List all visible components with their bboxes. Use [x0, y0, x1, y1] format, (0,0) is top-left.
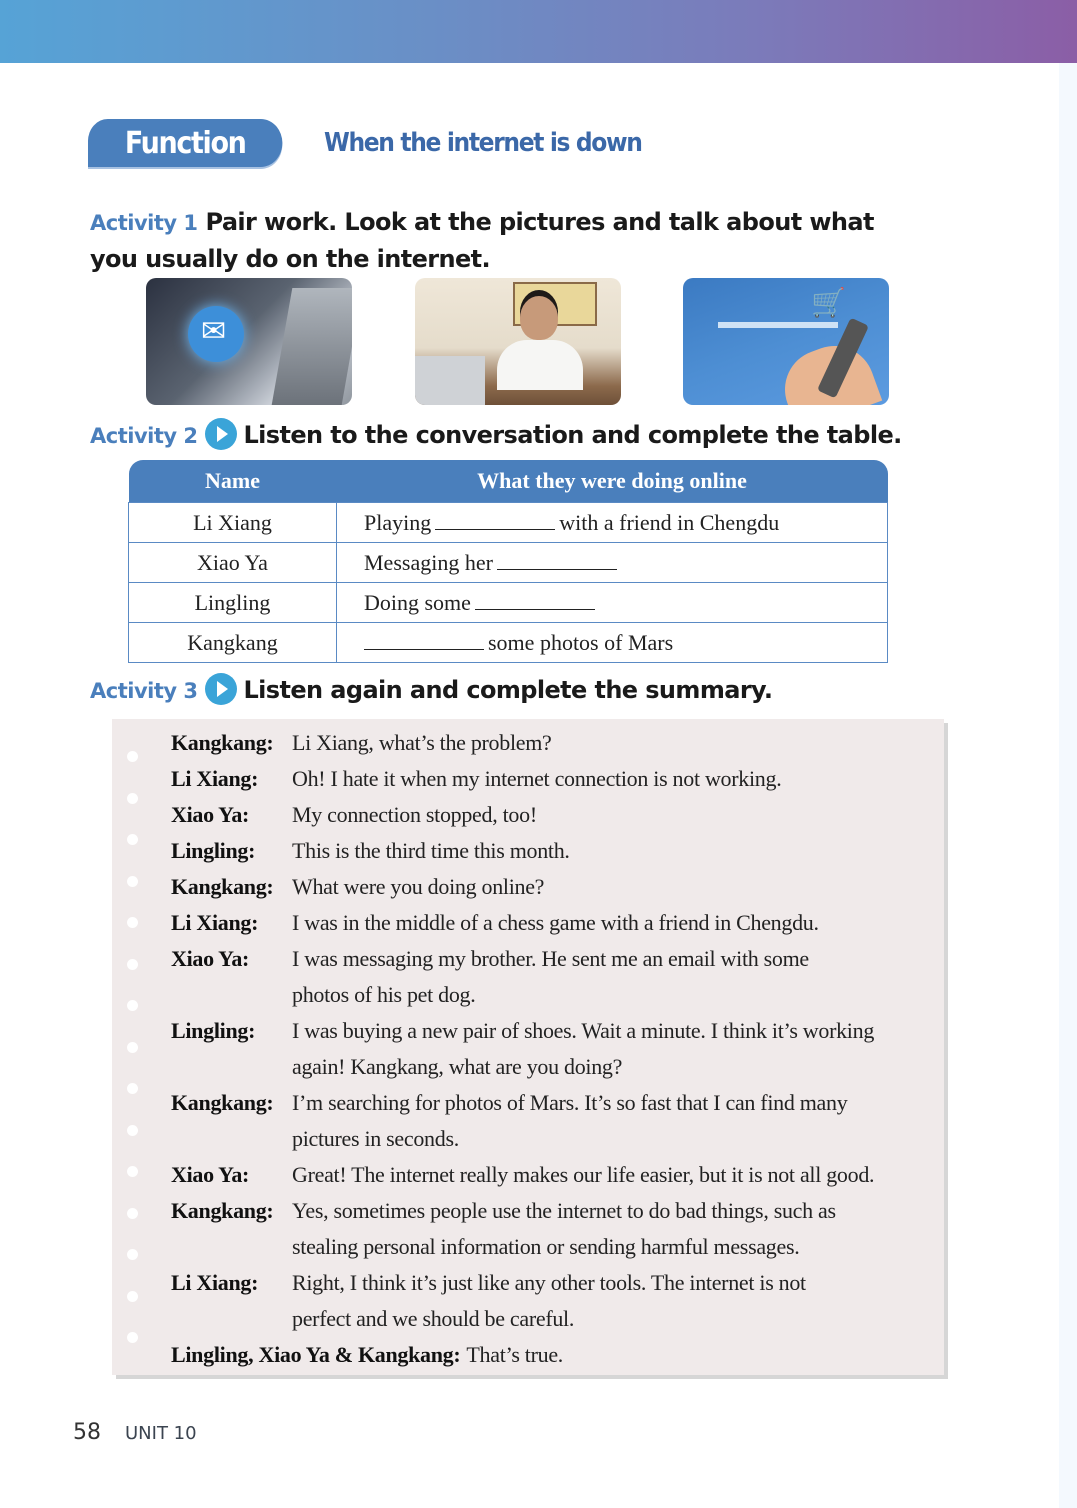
binder-dot: [127, 1208, 138, 1219]
laptop-shape: [415, 356, 485, 405]
dialogue-turn: [171, 1013, 931, 1085]
binder-dot: [127, 876, 138, 887]
speaker-name: [171, 977, 292, 1013]
dialogue-text: I was messaging my brother. He sent me an email with some: [292, 946, 809, 971]
answer-blank[interactable]: [435, 511, 555, 530]
dialogue-text: I was buying a new pair of shoes. Wait a minute. I think it’s working: [292, 1018, 875, 1043]
dialogue-turn: [171, 725, 931, 761]
binder-dot: [127, 834, 138, 845]
dialogue-turn: [171, 1337, 931, 1373]
binder-dot: [127, 1125, 138, 1136]
speaker-name: [171, 1301, 292, 1337]
binder-dot: [127, 1042, 138, 1053]
dialogue-text: Li Xiang, what’s the problem?: [292, 730, 552, 755]
activity-1-instruction: Pair work. Look at the pictures and talk about what you usually do on the internet.: [90, 208, 874, 273]
binder-dot: [127, 1249, 138, 1260]
speaker-name: [171, 1121, 292, 1157]
speaker-name: Kangkang:: [171, 1090, 274, 1115]
dialogue-line: [171, 941, 931, 977]
binder-dot: [127, 751, 138, 762]
activity-2-instruction: Listen to the conversation and complete the table.: [243, 421, 902, 449]
row-name: Kangkang: [129, 623, 337, 663]
speaker-name: [171, 1049, 292, 1085]
section-header: [88, 118, 677, 168]
speaker-name: Xiao Ya:: [171, 1162, 250, 1187]
dialogue-turn: [171, 1157, 931, 1193]
table-header-activity: What they were doing online: [337, 460, 888, 503]
speaker-name: [171, 1229, 292, 1265]
page-footer: [73, 1420, 197, 1445]
activity-1-pictures: [146, 278, 889, 406]
dialogue-line: [171, 1157, 931, 1193]
dialogue-text: What were you doing online?: [292, 874, 545, 899]
speaker-name: Xiao Ya:: [171, 802, 250, 827]
dialogue-turn: [171, 905, 931, 941]
binder-dot: [127, 1000, 138, 1011]
girl-head: [520, 296, 558, 340]
row-name: Lingling: [129, 583, 337, 623]
dialogue-text: That’s true.: [466, 1342, 563, 1367]
speaker-name: Lingling, Xiao Ya & Kangkang:: [171, 1342, 461, 1367]
dialogue-line: [171, 1121, 931, 1157]
speaker-name: Li Xiang:: [171, 1270, 259, 1295]
binder-dot: [127, 959, 138, 970]
picture-email: [146, 278, 352, 405]
activity-text-after: with a friend in Chengdu: [559, 509, 780, 535]
table-row: [129, 543, 888, 583]
dialogue-line: [171, 1337, 931, 1373]
speaker-name: Lingling:: [171, 1018, 256, 1043]
speaker-name: Li Xiang:: [171, 766, 259, 791]
dialogue-line: [171, 1049, 931, 1085]
activity-text-after: some photos of Mars: [488, 629, 674, 655]
dialogue-text: This is the third time this month.: [292, 838, 570, 863]
binder-dot: [127, 917, 138, 928]
activity-text-before: Playing: [364, 509, 432, 535]
row-activity: [337, 543, 888, 583]
binder-dot: [127, 1291, 138, 1302]
row-activity: [337, 583, 888, 623]
activity-1-label: Activity 1: [90, 211, 198, 235]
table-row: [129, 503, 888, 543]
row-name: Xiao Ya: [129, 543, 337, 583]
row-name: Li Xiang: [129, 503, 337, 543]
answer-blank[interactable]: [364, 631, 484, 650]
top-banner: [0, 0, 1077, 63]
activity-text-before: Messaging her: [364, 549, 493, 575]
table-header-name: Name: [129, 460, 337, 503]
dialogue-line: [171, 977, 931, 1013]
dialogue-line: [171, 833, 931, 869]
activity-3-heading: [90, 672, 772, 709]
search-bar-graphic: [718, 322, 838, 328]
dialogue-box: [112, 719, 944, 1375]
dialogue-line: [171, 1265, 931, 1301]
binder-dot: [127, 1083, 138, 1094]
dialogue-text: perfect and we should be careful.: [292, 1306, 575, 1331]
page-edge-strip: [1059, 63, 1077, 1508]
row-activity: [337, 623, 888, 663]
dialogue-text: photos of his pet dog.: [292, 982, 476, 1007]
dialogue-line: [171, 797, 931, 833]
picture-girl-studying: [415, 278, 621, 405]
speaker-name: Kangkang:: [171, 730, 274, 755]
dialogue-turn: [171, 761, 931, 797]
dialogue-text: My connection stopped, too!: [292, 802, 537, 827]
dialogue-line: [171, 1229, 931, 1265]
dialogue-text: I was in the middle of a chess game with a friend in Chengdu.: [292, 910, 819, 935]
binder-dot: [127, 1332, 138, 1343]
activity-2-label: Activity 2: [90, 424, 198, 448]
dialogue-turn: [171, 869, 931, 905]
dialogue-line: [171, 1085, 931, 1121]
speaker-name: Li Xiang:: [171, 910, 259, 935]
dialogue-line: [171, 1301, 931, 1337]
dialogue-text: Oh! I hate it when my internet connection is not working.: [292, 766, 782, 791]
row-activity: [337, 503, 888, 543]
dialogue-text: stealing personal information or sending harmful messages.: [292, 1234, 800, 1259]
dialogue-turn: [171, 833, 931, 869]
dialogue-turn: [171, 797, 931, 833]
section-tag: Function: [88, 119, 282, 167]
dialogue-turn: [171, 1265, 931, 1337]
binder-dot: [127, 793, 138, 804]
girl-body: [497, 340, 583, 390]
page-number: 58: [73, 1420, 101, 1445]
speaker-name: Xiao Ya:: [171, 946, 250, 971]
dialogue-line: [171, 869, 931, 905]
activity-3-instruction: Listen again and complete the summary.: [243, 676, 773, 704]
email-icon: [188, 306, 244, 362]
binder-dots: [127, 719, 139, 1375]
section-title: When the internet is down: [324, 128, 642, 158]
answer-blank[interactable]: [475, 591, 595, 610]
activity-2-table: [128, 460, 888, 663]
dialogue-text: Yes, sometimes people use the internet to do bad things, such as: [292, 1198, 836, 1223]
dialogue-text: Right, I think it’s just like any other tools. The internet is not: [292, 1270, 806, 1295]
dialogue-turn: [171, 941, 931, 1013]
dialogue-lines: [171, 725, 931, 1373]
speaker-name: Kangkang:: [171, 874, 274, 899]
laptop-shape: [272, 288, 352, 405]
activity-text-before: Doing some: [364, 589, 471, 615]
dialogue-text: Great! The internet really makes our life easier, but it is not all good.: [292, 1162, 875, 1187]
dialogue-line: [171, 1013, 931, 1049]
dialogue-turn: [171, 1085, 931, 1157]
activity-2-heading: [90, 417, 902, 454]
dialogue-text: again! Kangkang, what are you doing?: [292, 1054, 623, 1079]
dialogue-line: [171, 1193, 931, 1229]
unit-label: UNIT 10: [125, 1423, 197, 1444]
dialogue-line: [171, 905, 931, 941]
dialogue-line: [171, 761, 931, 797]
dialogue-text: pictures in seconds.: [292, 1126, 459, 1151]
picture-online-shopping: [683, 278, 889, 405]
dialogue-text: I’m searching for photos of Mars. It’s so fast that I can find many: [292, 1090, 848, 1115]
table-row: [129, 583, 888, 623]
play-icon[interactable]: [205, 418, 237, 450]
speaker-name: Lingling:: [171, 838, 256, 863]
activity-3-label: Activity 3: [90, 679, 198, 703]
answer-blank[interactable]: [497, 551, 617, 570]
dialogue-turn: [171, 1193, 931, 1265]
dialogue-line: [171, 725, 931, 761]
speaker-name: Kangkang:: [171, 1198, 274, 1223]
activity-1-heading: [90, 204, 890, 277]
play-icon[interactable]: [205, 673, 237, 705]
table-row: [129, 623, 888, 663]
shopping-cart-icon: 🛒: [811, 287, 846, 318]
binder-dot: [127, 1166, 138, 1177]
